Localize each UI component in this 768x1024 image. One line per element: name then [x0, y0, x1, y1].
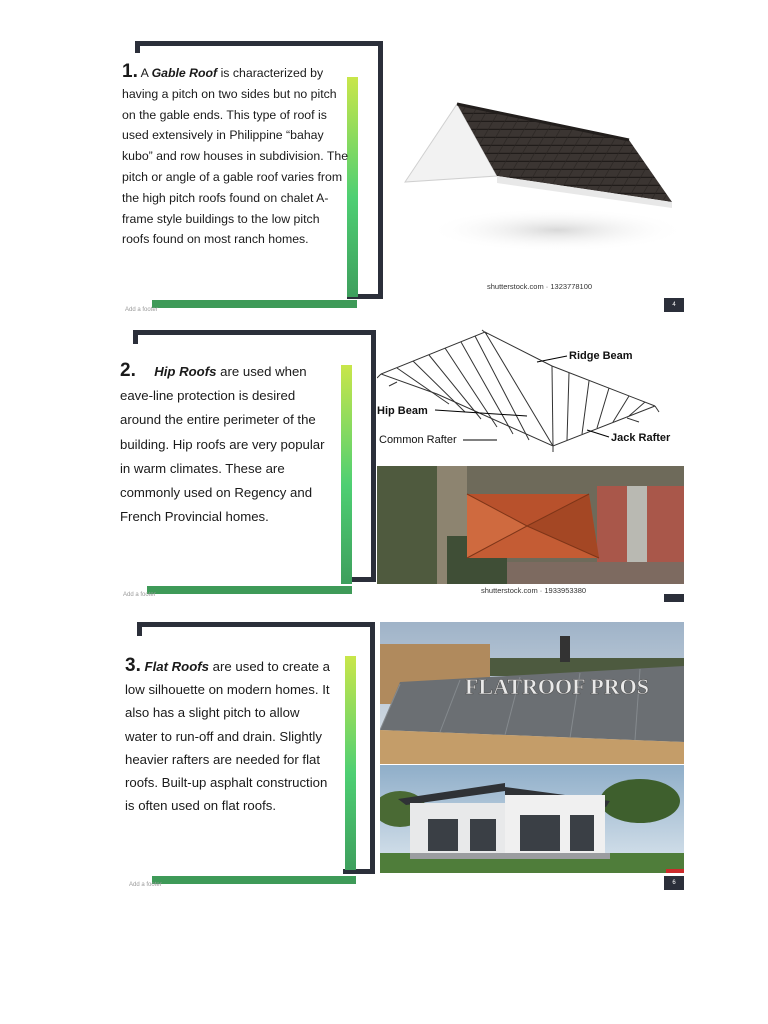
- slide-gable-roof: [97, 30, 684, 315]
- slide-flat-roofs: [97, 620, 684, 890]
- accent-green-line: [152, 876, 356, 884]
- lead-text: A: [140, 66, 152, 80]
- definition-text: are used when eave-line protection is desired around the entire perimeter of the building. Hip roofs are very popular in warm climates. These are commonly used on Regency and French Provincial homes.: [120, 364, 325, 525]
- hip-roofs-paragraph: [120, 359, 335, 529]
- modern-flat-roof-house-photo: [380, 765, 684, 873]
- frame-right: [378, 41, 383, 299]
- frame-left: [133, 330, 138, 344]
- accent-green-line: [152, 300, 357, 308]
- flat-roofs-paragraph: [125, 654, 335, 817]
- slide-footer: Add a footer: [123, 592, 156, 598]
- frame-top: [133, 330, 376, 335]
- item-number: 1.: [122, 61, 138, 82]
- frame-right: [370, 622, 375, 874]
- term-gable-roof: Gable Roof: [151, 66, 218, 80]
- slide-footer: Add a footer: [129, 882, 162, 888]
- accent-green-line: [147, 586, 352, 594]
- image-credit: shutterstock.com · 1323778100: [487, 282, 593, 291]
- label-common-rafter: Common Rafter: [379, 434, 457, 446]
- term-hip-roofs: Hip Roofs: [154, 364, 217, 379]
- hip-roof-aerial-photo: [377, 466, 684, 584]
- frame-right: [371, 330, 376, 582]
- frame-top: [137, 622, 375, 627]
- page-number-box: [664, 594, 684, 602]
- accent-gradient-bar: [345, 656, 356, 870]
- gable-roof-paragraph: [122, 62, 350, 250]
- gable-roof-image: [397, 90, 682, 280]
- page-number: 6: [664, 876, 684, 890]
- frame-left: [135, 41, 140, 53]
- flat-roof-construction-photo: [380, 622, 684, 764]
- image-credit: shutterstock.com · 1933953380: [481, 586, 587, 595]
- label-hip-beam: Hip Beam: [377, 405, 428, 417]
- watermark-text: FLATROOF PROS: [465, 674, 649, 699]
- label-jack-rafter: Jack Rafter: [611, 432, 671, 444]
- hip-roof-framing-diagram: [377, 324, 684, 466]
- item-number: 3.: [125, 655, 141, 676]
- accent-gradient-bar: [341, 365, 352, 584]
- page-number: 4: [664, 298, 684, 312]
- slide-footer: Add a footer: [125, 307, 158, 313]
- frame-left: [137, 622, 142, 636]
- item-number: 2.: [120, 360, 136, 381]
- slide-hip-roofs: [97, 324, 684, 604]
- frame-top: [135, 41, 383, 46]
- definition-text: are used to create a low silhouette on modern homes. It also has a slight pitch to allow water to run-off and drain. Slightly heavier rafters are needed for flat roofs. Built-up asphalt construction is often used on flat roofs.: [125, 659, 330, 814]
- term-flat-roofs: Flat Roofs: [144, 659, 210, 674]
- label-ridge-beam: Ridge Beam: [569, 350, 633, 362]
- definition-text: is characterized by having a pitch on two sides but no pitch on the gable ends. This type of roof is used extensively in Philippine “bahay kubo” and row houses in subdivision. The pitch or angle of a gable roof varies from the high pitch roofs found on chalet A-frame style buildings to the low pitch roofs found on most ranch homes.: [122, 66, 349, 247]
